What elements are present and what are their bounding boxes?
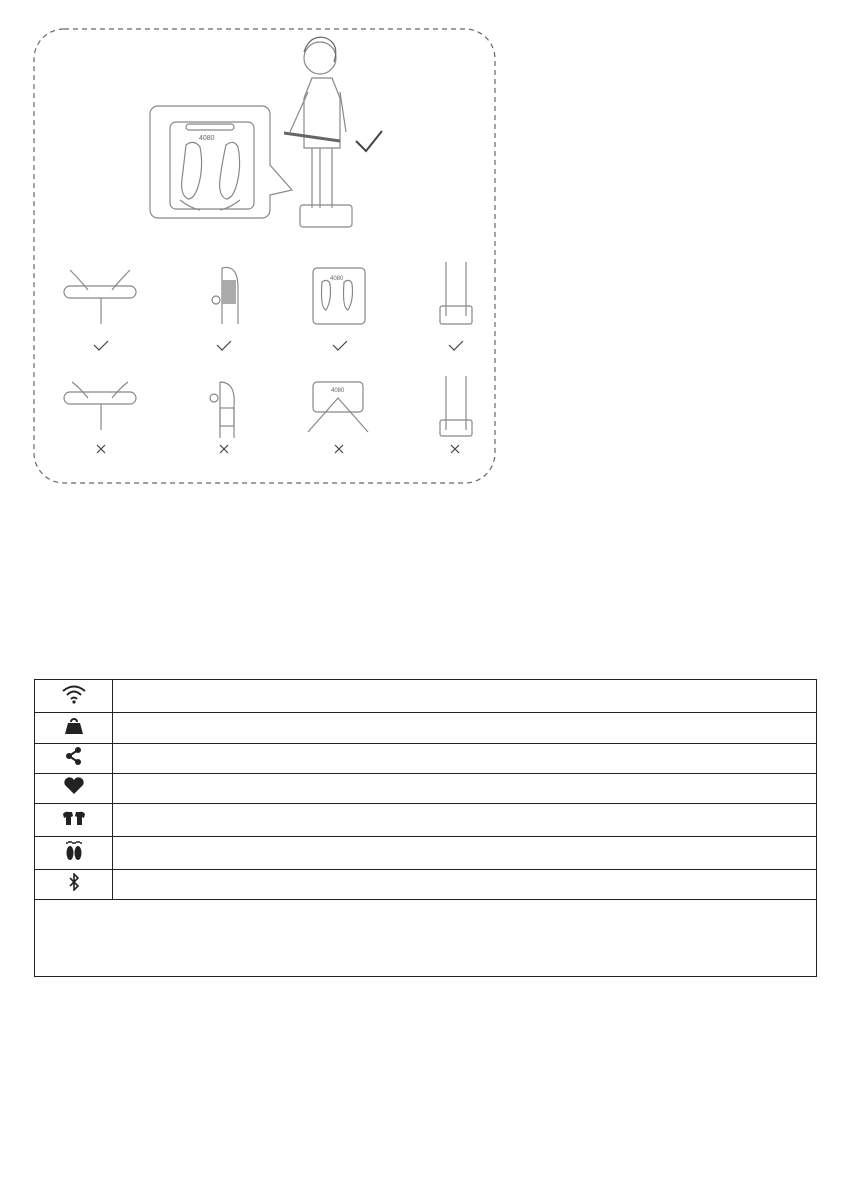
check-2 — [217, 341, 231, 350]
icon-description — [113, 804, 817, 837]
icon-row-share — [35, 744, 817, 774]
icon-description — [113, 870, 817, 900]
person-figure — [284, 37, 352, 227]
cross-2 — [220, 445, 228, 453]
baby-icon — [62, 810, 86, 826]
icon-row-wifi — [35, 680, 817, 713]
icon-row-heart — [35, 774, 817, 804]
icon-description — [113, 680, 817, 713]
dashed-frame — [34, 29, 495, 483]
icon-row-baby — [35, 804, 817, 837]
big-check-mark — [356, 131, 382, 151]
table-note — [35, 900, 817, 977]
scale-reading-small: 4080 — [330, 276, 344, 282]
check-1 — [94, 341, 108, 350]
icon-description — [113, 837, 817, 870]
cross-4 — [451, 445, 459, 453]
correct-arm — [212, 267, 238, 324]
bluetooth-icon — [68, 873, 80, 891]
callout-box — [150, 106, 292, 218]
scale-reading: 4080 — [199, 135, 215, 142]
wrong-stance — [440, 376, 472, 436]
correct-stance — [440, 262, 472, 324]
cross-3 — [335, 445, 343, 453]
check-3 — [333, 341, 347, 350]
icon-description — [113, 774, 817, 804]
left-foot — [182, 142, 202, 199]
scale-reading-small-2: 4080 — [331, 388, 345, 394]
note-row — [35, 900, 817, 977]
right-foot — [220, 142, 240, 199]
wrong-grip — [64, 382, 136, 430]
heart-icon — [63, 777, 85, 795]
status-icon-table — [34, 679, 817, 977]
check-4 — [449, 341, 463, 350]
share-icon — [65, 747, 83, 765]
weight-icon — [64, 717, 84, 735]
footprints-icon — [62, 839, 86, 863]
icon-row-footprints — [35, 837, 817, 870]
wifi-icon — [61, 684, 87, 704]
icon-row-weight — [35, 713, 817, 744]
icon-description — [113, 744, 817, 774]
cross-1 — [97, 445, 105, 453]
icon-row-bluetooth — [35, 870, 817, 900]
posture-illustration — [0, 0, 850, 500]
icon-description — [113, 713, 817, 744]
correct-grip — [64, 270, 136, 324]
wrong-arm — [210, 382, 234, 438]
